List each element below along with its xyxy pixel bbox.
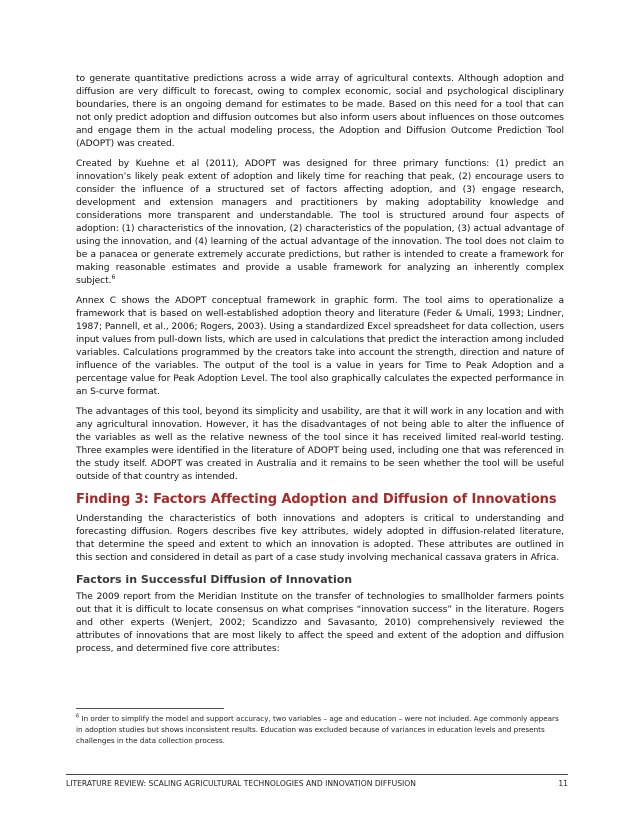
footnote-text: In order to simplify the model and support accuracy, two variables – age and education – were not included. Age commonly appears in adoption studies but shows inconsistent results. Education was excluded because of variances in education levels and presents challenges in the data collection process. [76, 714, 559, 745]
main-content [76, 73, 564, 663]
footnote-reference[interactable]: 6 [111, 273, 116, 281]
finding-3-heading: Finding 3: Factors Affecting Adoption and Diffusion of Innovations [76, 492, 557, 507]
footer-divider [66, 774, 568, 775]
paragraph-adopt-intro: to generate quantitative predictions across a wide array of agricultural contexts. Although adoption and diffusion are very difficult to forecast, owing to complex economic, social and psychological disciplinary boundaries, there is an ongoing demand for estimates to be made. Based on this need for a tool that can not only predict adoption and diffusion outcomes but also inform users about influences on those outcomes and engage them in the actual modeling process, the Adoption and Diffusion Outcome Prediction Tool (ADOPT) was created. [76, 74, 564, 149]
paragraph-adopt-advantages: The advantages of this tool, beyond its simplicity and usability, are that it will work in any location and with any agricultural innovation. However, it has the disadvantages of not being able to alter the influence of the variables as well as the relative newness of the tool since it has received limited real-world testing. Three examples were identified in the literature of ADOPT being used, including one that was referenced in the study itself. ADOPT was created in Australia and it remains to be seen whether the tool will be useful outside of that country as intended. [76, 407, 564, 482]
factors-subheading: Factors in Successful Diffusion of Innovation [76, 573, 353, 586]
page-footer [66, 778, 568, 789]
paragraph-adopt-framework: Annex C shows the ADOPT conceptual framework in graphic form. The tool aims to operationalize a framework that is based on well-established adoption theory and literature (Feder & Umali, 1993; Lindner, 1987; Pannell, et al., 2006; Rogers, 2003). Using a standardized Excel spreadsheet for data collection, users input values from pull-down lists, which are used in calculations that predict the interaction among included variables. Calculations programmed by the creators take into account the strength, direction and nature of influence of the variables. The output of the tool is a value in years for Time to Peak Adoption and a percentage value for Peak Adoption Level. The tool also graphically calculates the expected performance in an S-curve format. [76, 296, 564, 397]
footnote-number: 6 [76, 713, 80, 720]
paragraph-adopt-functions-text: Created by Kuehne et al (2011), ADOPT was designed for three primary functions: (1) predict an innovation’s likely peak extent of adoption and likely time for reaching that peak, (2) encourage users to consider the influence of a structured set of factors affecting adoption, and (3) engage research, development and extension managers and practitioners by making adoptability knowledge and considerations more transparent and understandable. The tool is structured around four aspects of adoption: (1) characteristics of the innovation, (2) characteristics of the population, (3) actual advantage of using the innovation, and (4) learning of the actual advantage of the innovation. The tool does not claim to be a panacea or generate extremely accurate predictions, but rather is intended to create a framework for making reasonable estimates and provide a usable framework for analyzing an inherently complex subject. [76, 159, 564, 286]
paragraph-adopt-functions [76, 158, 564, 288]
page-number: 11 [558, 779, 568, 788]
paragraph-meridian-report: The 2009 report from the Meridian Institute on the transfer of technologies to smallholder farmers points out that it is difficult to locate consensus on what comprises “innovation success” in the literature. Rogers and other experts (Wenjert, 2002; Scandizzo and Savasanto, 2010) comprehensively reviewed the attributes of innovations that are most likely to affect the speed and extent of the adoption and diffusion process, and determined five core attributes: [76, 592, 564, 654]
footer-title: LITERATURE REVIEW: SCALING AGRICULTURAL TECHNOLOGIES AND INNOVATION DIFFUSION [66, 779, 416, 788]
footnote-divider [76, 708, 224, 709]
paragraph-finding-3-intro: Understanding the characteristics of both innovations and adopters is critical to understanding and forecasting diffusion. Rogers describes five key attributes, widely adopted in diffusion-related literature, that determine the speed and extent to which an innovation is adopted. These attributes are outlined in this section and considered in detail as part of a case study involving mechanical cassava graters in Africa. [76, 514, 564, 563]
footnote [76, 713, 564, 746]
